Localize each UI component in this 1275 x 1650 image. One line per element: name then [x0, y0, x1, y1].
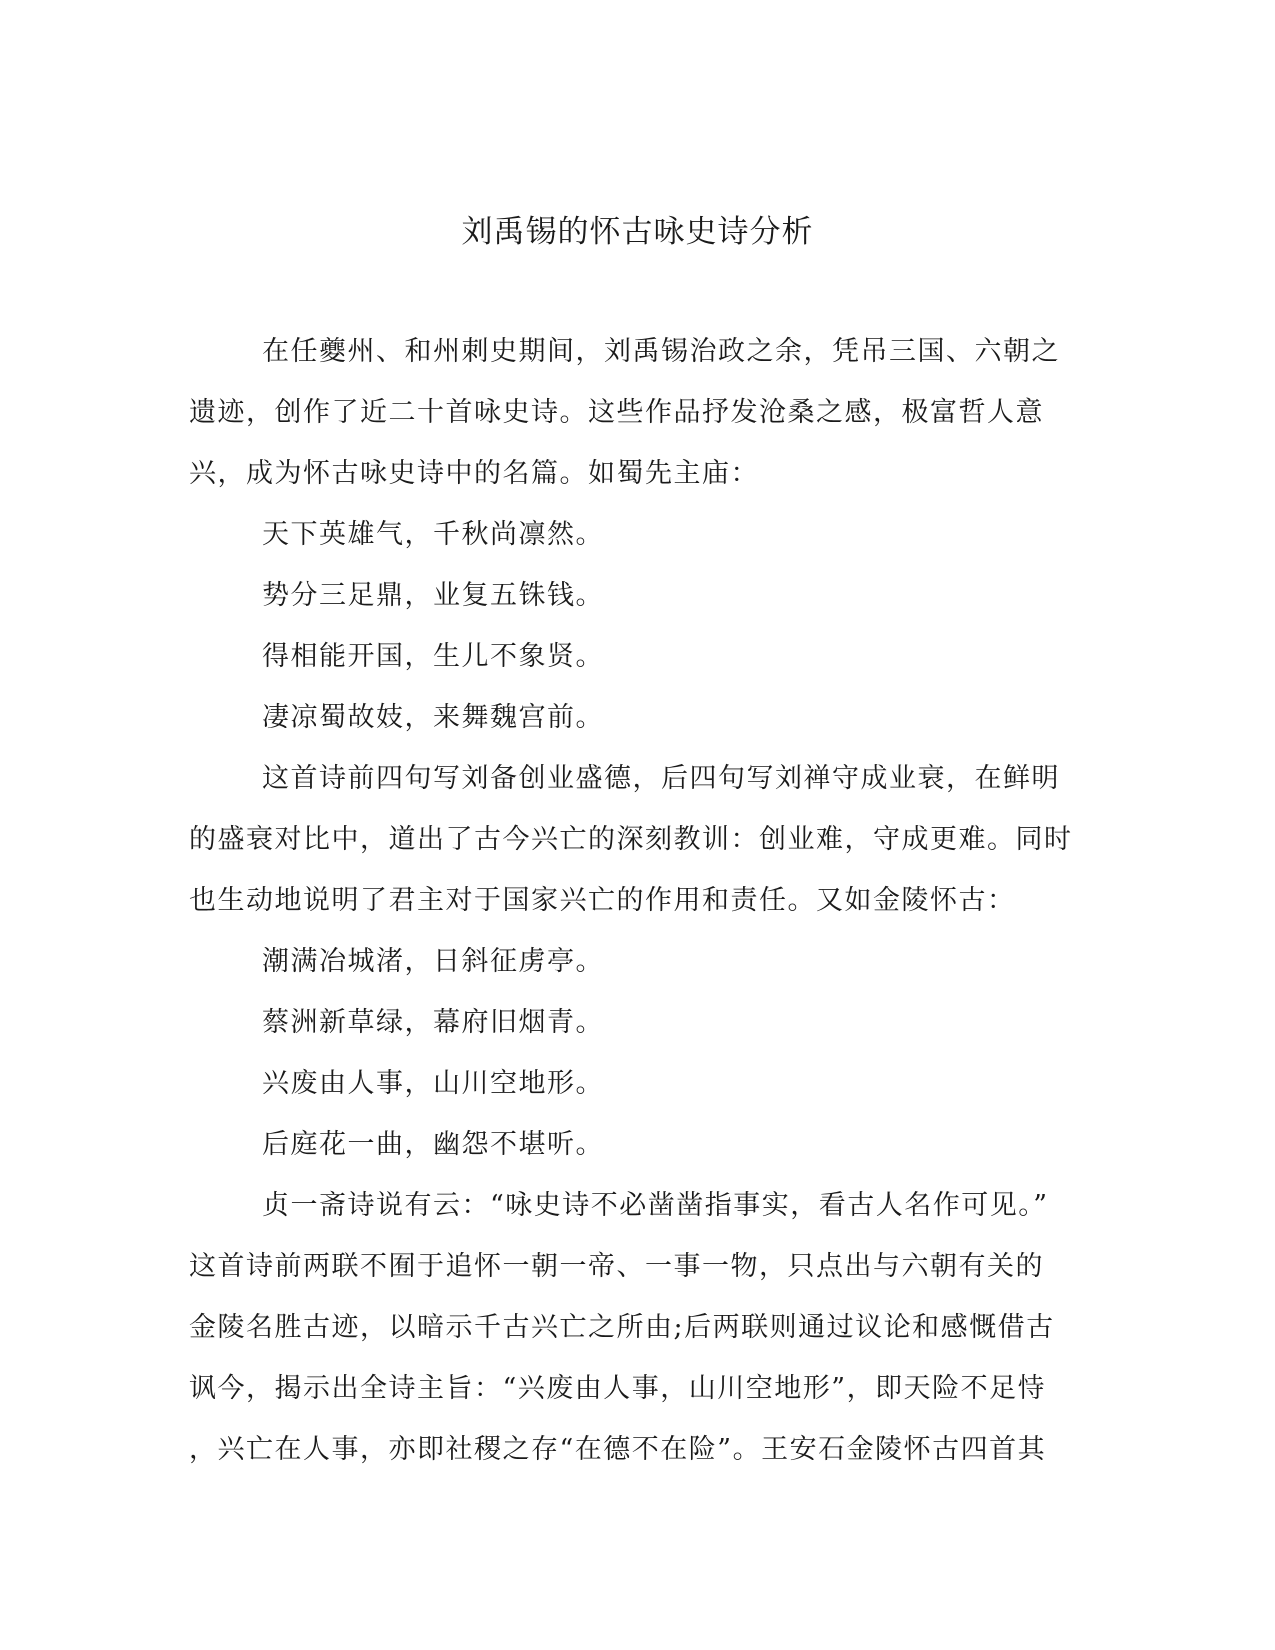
paragraph-3-line-3: 金陵名胜古迹，以暗示千古兴亡之所由;后两联则通过议论和感慨借古 [189, 1312, 1055, 1343]
paragraph-1: 在任夔州、和州刺史期间，刘禹锡治政之余，凭吊三国、六朝之遗迹，创作了近二十首咏史诗。这些作品抒发沧桑之感，极富哲人意兴，成为怀古咏史诗中的名篇。如蜀先主庙： [189, 336, 1060, 489]
paragraph-2: 这首诗前四句写刘备创业盛德，后四句写刘禅守成业衰，在鲜明的盛衰对比中，道出了古今兴亡的深刻教训：创业难，守成更难。同时也生动地说明了君主对于国家兴亡的作用和责任。又如金陵怀古： [189, 763, 1073, 916]
paragraph-3-line-5: ，兴亡在人事，亦即社稷之存“在德不在险”。王安石金陵怀古四首其 [189, 1434, 1047, 1465]
paragraph-3-line-2: 这首诗前两联不囿于追怀一朝一帝、一事一物，只点出与六朝有关的 [189, 1251, 1044, 1282]
page-title: 刘禹锡的怀古咏史诗分析 [461, 214, 814, 250]
poem-2-line-1: 潮满冶城渚，日斜征虏亭。 [262, 946, 604, 977]
poem-2-line-2: 蔡洲新草绿，幕府旧烟青。 [262, 1007, 604, 1038]
poem-1-line-4: 凄凉蜀故妓，来舞魏宫前。 [262, 702, 604, 733]
poem-1-line-3: 得相能开国，生儿不象贤。 [262, 641, 604, 672]
paragraph-3-line-4: 讽今，揭示出全诗主旨：“兴废由人事，山川空地形”，即天险不足恃 [189, 1373, 1047, 1404]
poem-2-line-4: 后庭花一曲，幽怨不堪听。 [262, 1129, 604, 1160]
document-body [189, 321, 1079, 1480]
poem-1-line-2: 势分三足鼎，业复五铢钱。 [262, 580, 604, 611]
paragraph-3-line-1: 贞一斋诗说有云：“咏史诗不必凿凿指事实，看古人名作可见。” [262, 1190, 1049, 1221]
poem-2-line-3: 兴废由人事，山川空地形。 [262, 1068, 604, 1099]
poem-1-line-1: 天下英雄气，千秋尚凛然。 [262, 519, 604, 550]
